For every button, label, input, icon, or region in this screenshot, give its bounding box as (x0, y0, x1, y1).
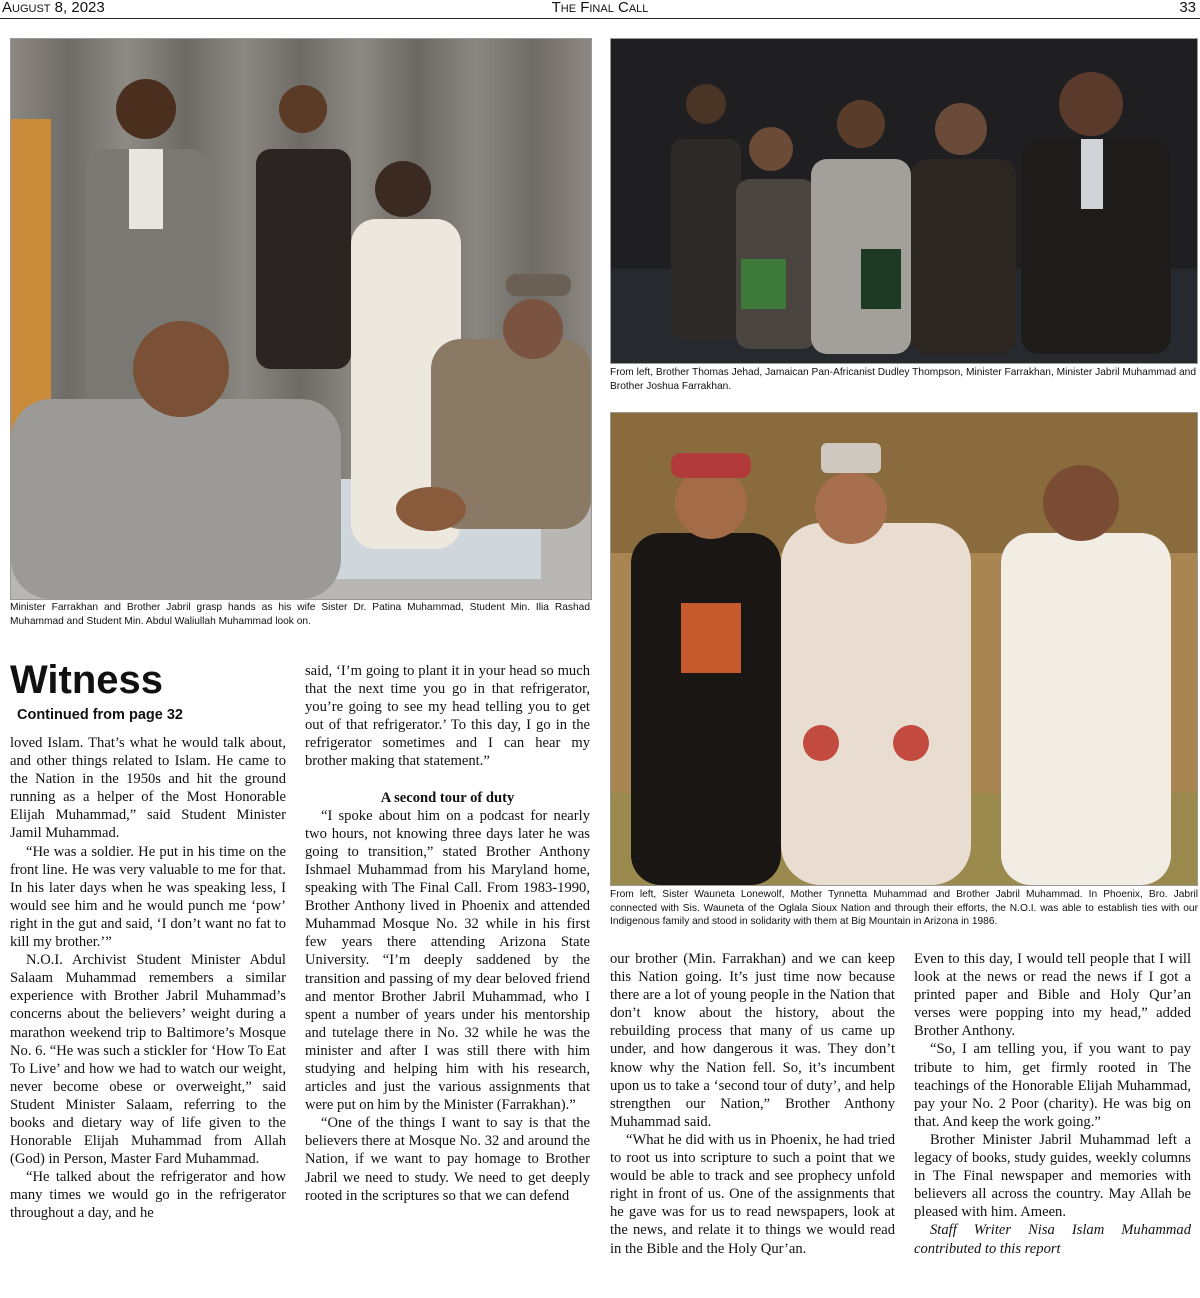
photo-seated-men-illustration (611, 39, 1197, 363)
paragraph: “I spoke about him on a podcast for nearly two hours, not knowing three days later he was going to transition,” stated Brother Anthony Ishmael Muhammad from his Maryland home, speaking with The Final Call. From 1983-1990, Brother Anthony lived in Phoenix and attended Muhammad Mosque No. 32 while in his first few years there attending Arizona State University. “I’m deeply saddened by the transition and passing of my dear beloved friend and mentor Brother Jabril Muhammad, who I spent a number of years under his mentorship and tutelage there in No. 32 while he was the minister and after I was still there with him studying and helping him with his research, articles and just the various assignments that were put on him by the Minister (Farrakhan).” (305, 807, 590, 1114)
paragraph: “What he did with us in Phoenix, he had tried to root us into scripture to such a point that we would be able to track and see prophecy unfold right in front of us. One of the assignments that he gave was for us to read newspapers, look at the news, and relate it to things we would read in the Bible and the Holy Qur’an. (610, 1131, 895, 1257)
photo-handshake-illustration (11, 39, 591, 599)
writer-credit: Staff Writer Nisa Islam Muhammad contributed to this report (914, 1222, 1191, 1257)
continued-from-label: Continued from page 32 (17, 707, 183, 723)
paragraph: N.O.I. Archivist Student Minister Abdul Salaam Muhammad remembers a similar experience with Brother Jabril Muhammad’s concerns about the believers’ weight during a marathon weekend trip to Baltimore’s Mosque No. 6. “He was such a stickler for ‘How To Eat To Live’ and how we had to watch our weight, never become obese or overweight,” said Student Minister Salaam, referring to the books and dietary way of life given to the Honorable Elijah Muhammad from Allah (God) in Person, Master Fard Muhammad. (10, 952, 286, 1168)
publication-name: The Final Call (551, 0, 649, 16)
photo-three-standing (610, 412, 1198, 886)
section-subhead: A second tour of duty (380, 789, 515, 806)
article-column-3 (610, 950, 895, 1258)
paragraph: “He talked about the refrigerator and how many times we would go in the refrigerator throughout a day, and he (10, 1169, 286, 1222)
paragraph: said, ‘I’m going to plant it in your head so much that the next time you go in that refrigerator, you’re going to see my head telling you to get out of that refrigerator.’ To this day, I go in the refrigerator sometimes and I can hear my brother making that statement.” (305, 663, 590, 770)
paragraph: “He was a soldier. He put in his time on the front line. He was very valuable to me for that. In his later days when he was speaking less, I would see him and he would punch me ‘pow’ right in the gut and said, ‘I don’t want no fat to kill my brother.’” (10, 843, 286, 951)
photo-caption-three-standing: From left, Sister Wauneta Lonewolf, Mother Tynnetta Muhammad and Brother Jabril Muhammad. In Phoenix, Bro. Jabril connected with Sis. Wauneta of the Oglala Sioux Nation and through their efforts, the N.O.I. was able to establish ties with our Indigenous family and stood in solidarity with them at Big Mountain in Arizona in 1986. (610, 889, 1198, 927)
photo-handshake (10, 38, 592, 600)
article-headline: Witness (10, 658, 164, 702)
issue-date: August 8, 2023 (2, 0, 105, 16)
photo-caption-seated-men: From left, Brother Thomas Jehad, Jamaican Pan-Africanist Dudley Thompson, Minister Farrakhan, Minister Jabril Muhammad and Brother Joshua Farrakhan. (610, 367, 1196, 392)
photo-seated-men (610, 38, 1198, 364)
paragraph: Brother Minister Jabril Muhammad left a legacy of books, study guides, weekly columns in The Final newspaper and memories with believers all across the country. May Allah be pleased with him. Ameen. (914, 1131, 1191, 1221)
article-column-1 (10, 734, 286, 1223)
paragraph: “So, I am telling you, if you want to pay tribute to him, get firmly rooted in The teachings of the Honorable Elijah Muhammad, pay your No. 2 Poor (charity). He was big on that. And keep the work going.” (914, 1041, 1191, 1130)
page-number: 33 (1179, 0, 1196, 16)
paragraph: Even to this day, I would tell people that I will look at the news or read the news if I got a printed paper and Bible and Holy Qur’an verses were popping into my head,” added Brother Anthony. (914, 951, 1191, 1040)
paragraph: loved Islam. That’s what he would talk about, and other things related to Islam. He came to the Nation in the 1950s and hit the ground running as a helper of the Most Honorable Elijah Muhammad,” said Student Minister Jamil Muhammad. (10, 735, 286, 842)
page-header (0, 0, 1200, 19)
paragraph: our brother (Min. Farrakhan) and we can keep this Nation going. It’s just time now because there are a lot of young people in the Nation that don’t know about the history, about the rebuilding process that many of us came up under, and how dangerous it was. They don’t know why the Nation fell. So, it’s incumbent upon us to take a ‘second tour of duty’, and help strengthen our Nation,” Brother Anthony Muhammad said. (610, 951, 895, 1130)
photo-three-standing-illustration (611, 413, 1197, 885)
article-column-4 (914, 950, 1191, 1258)
photo-caption-handshake: Minister Farrakhan and Brother Jabril grasp hands as his wife Sister Dr. Patina Muhammad, Student Min. Ilia Rashad Muhammad and Student Min. Abdul Waliullah Muhammad look on. (10, 602, 590, 627)
paragraph: “One of the things I want to say is that the believers there at Mosque No. 32 and around the Nation, if we want to pay homage to Brother Jabril we need to study. We need to get deeply rooted in the scriptures so that we can defend (305, 1115, 590, 1204)
article-column-2 (305, 662, 590, 1205)
